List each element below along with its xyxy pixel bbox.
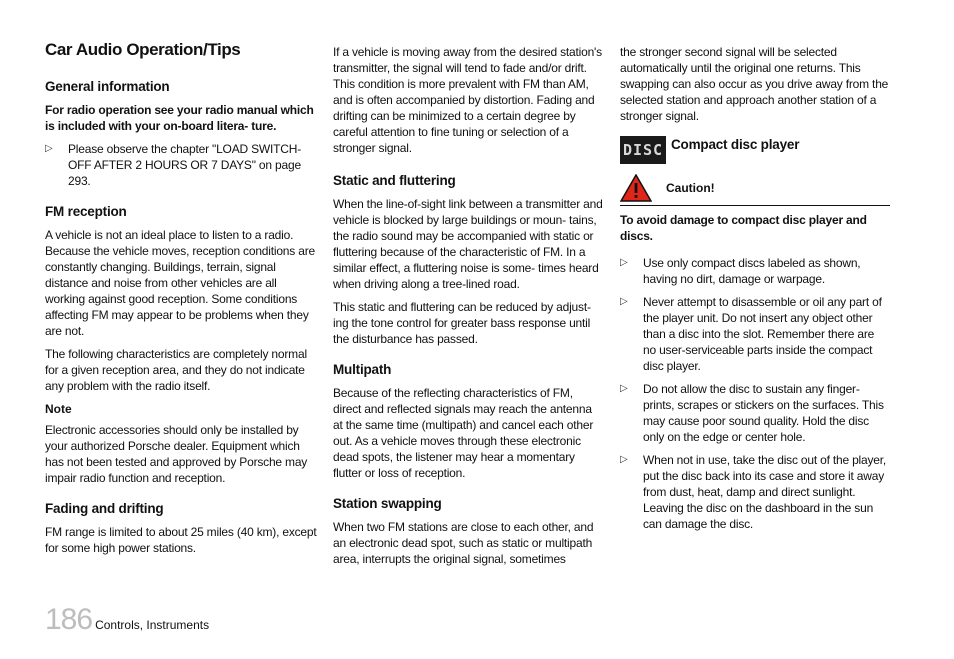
disc-bullet-text: Use only compact discs labeled as shown, having no dirt, damage or warpage.	[643, 256, 861, 286]
bullet-triangle-icon: ▷	[620, 454, 628, 465]
section-general-information	[45, 78, 317, 189]
general-intro: For radio operation see your radio manual which is included with your on-board litera- ture.	[45, 103, 314, 133]
heading-static-fluttering: Static and fluttering	[333, 173, 456, 188]
list-item	[620, 255, 890, 287]
heading-general-information: General information	[45, 79, 170, 94]
heading-fm-reception: FM reception	[45, 204, 127, 219]
list-item	[620, 452, 890, 532]
section-name: Controls, Instruments	[95, 618, 210, 632]
section-fm-reception	[45, 203, 317, 486]
column-1	[45, 40, 317, 570]
fm-paragraph-1: A vehicle is not an ideal place to listen to a radio. Because the vehicle moves, reception conditions are constantly changing. Buildings, terrain, signal distance and noise from other vehicles are all working against good reception. Some conditions affecting FM may appear to be problems when they are not.	[45, 228, 315, 338]
bullet-triangle-icon: ▷	[45, 143, 53, 154]
section-station-swapping	[333, 495, 603, 567]
swapping-paragraph-2: the stronger second signal will be selected automatically until the original one returns. This swapping can also occur as you drive away from the selected station and approach another station of a stronger signal.	[620, 45, 889, 123]
heading-compact-disc-player: Compact disc player	[671, 137, 800, 152]
list-item	[620, 294, 890, 374]
note-text: Electronic accessories should only be installed by your authorized Porsche dealer. Equipment which has not been tested and approved by Porsche may impair radio function and reception.	[45, 423, 308, 485]
fading-paragraph-2: If a vehicle is moving away from the desired station's transmitter, the signal will tend to fade and/or drift. This condition is more prevalent with FM than AM, and is often accompanied by distortion. Fading and drifting can be minimized to a certain degree by careful attention to fine tuning or selection of a stronger signal.	[333, 45, 602, 155]
caution-text: To avoid damage to compact disc player and discs.	[620, 213, 867, 243]
warning-triangle-icon	[620, 174, 652, 202]
disc-bullet-list	[620, 255, 890, 532]
list-item	[45, 141, 317, 189]
note-heading: Note	[45, 402, 72, 416]
bullet-triangle-icon: ▷	[620, 383, 628, 394]
page-number: 186	[45, 603, 93, 636]
heading-multipath: Multipath	[333, 362, 392, 377]
page-footer	[45, 603, 209, 637]
fading-paragraph-1: FM range is limited to about 25 miles (40 km), except for some high power stations.	[45, 525, 317, 555]
disc-logo-text: DISC	[622, 141, 664, 159]
list-item	[620, 381, 890, 445]
static-paragraph-1: When the line-of-sight link between a transmitter and vehicle is blocked by large buildings or moun- tains, the radio sound may be accompanied with static or fluttering because of the characteristic of FM. In a similar effect, a fluttering noise is some- times heard when driving along a tree-lined road.	[333, 197, 603, 291]
heading-station-swapping: Station swapping	[333, 496, 442, 511]
column-2	[333, 44, 603, 581]
section-fading-drifting	[45, 500, 317, 556]
caution-banner	[620, 174, 890, 206]
multipath-paragraph: Because of the reflecting characteristics of FM, direct and reflected signals may reach the antenna at the same time (multipath) and cancel each other out. As a vehicle moves through these electronic dead spots, the listener may hear a momentary flutter or loss of reception.	[333, 386, 594, 480]
fm-paragraph-2: The following characteristics are completely normal for a given reception area, and they do not indicate any problem with the radio itself.	[45, 347, 307, 393]
static-paragraph-2: This static and fluttering can be reduced by adjust- ing the tone control for greater bass response until the disturbance has passed.	[333, 300, 591, 346]
disc-bullet-text: When not in use, take the disc out of the player, put the disc back into its case and store it away from dust, heat, damp and direct sunlight. Leaving the disc on the dashboard in the sun can damage the disc.	[643, 453, 887, 531]
disc-bullet-text: Do not allow the disc to sustain any finger- prints, scrapes or stickers on the surfaces. This may cause poor sound quality. Hold the disc only on the edge or center hole.	[643, 382, 884, 444]
bullet-triangle-icon: ▷	[620, 296, 628, 307]
caution-label: Caution!	[666, 181, 715, 195]
heading-fading-drifting: Fading and drifting	[45, 501, 164, 516]
compact-disc-logo-icon	[620, 136, 666, 164]
swapping-paragraph-1: When two FM stations are close to each other, and an electronic dead spot, such as static or multipath area, interrupts the original signal, sometimes	[333, 520, 594, 566]
section-static-fluttering	[333, 172, 603, 347]
column-3	[620, 44, 890, 539]
disc-bullet-text: Never attempt to disassemble or oil any part of the player unit. Do not insert any object other than a disc into the slot. Remember there are no user-serviceable parts inside the compact disc player.	[643, 295, 882, 373]
bullet-triangle-icon: ▷	[620, 257, 628, 268]
compact-disc-header	[620, 136, 890, 164]
page-title: Car Audio Operation/Tips	[45, 40, 241, 59]
section-multipath	[333, 361, 603, 481]
general-bullet-text: Please observe the chapter "LOAD SWITCH-OFF AFTER 2 HOURS OR 7 DAYS" on page 293.	[68, 142, 302, 188]
